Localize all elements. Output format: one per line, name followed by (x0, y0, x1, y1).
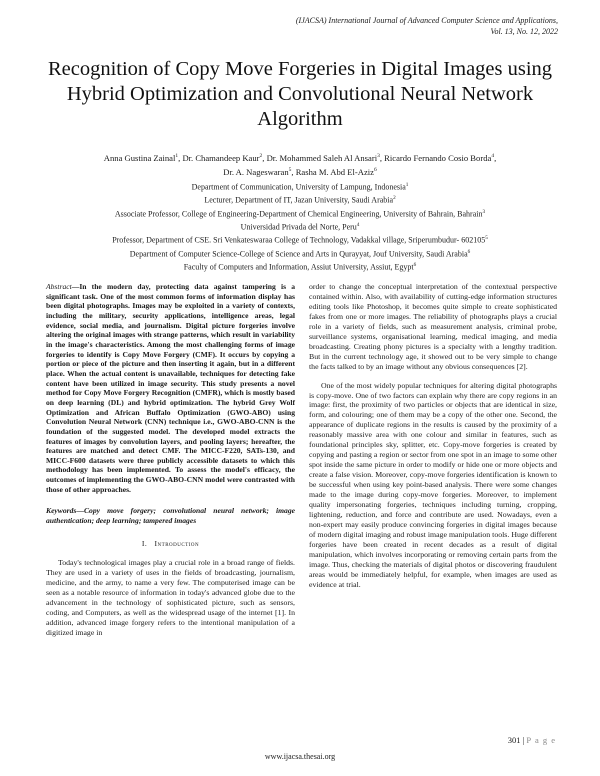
right-column (309, 282, 557, 590)
keywords-text: Copy move forgery; convolutional neural network; image authentication; deep learning; tampered images (46, 506, 295, 526)
author: Rasha M. Abd El-Aziz$^6$ (295, 167, 377, 178)
affiliation: Lecturer, Department of IT, Jazan University, Saudi Arabia$^2$ (204, 195, 396, 206)
journal-name: (IJACSA) International Journal of Advanced Computer Science and Applications, (295, 16, 558, 25)
affiliation: Department of Computer Science-College of Science and Arts in Qurayyat, Jouf University, Saudi Arabia$^6$ (129, 248, 471, 259)
intro-paragraph: Today's technological images play a crucial role in a broad range of fields. They are used in a variety of uses in the fields of broadcasting, journalism, medicine, and the army, to name a very few. The computerised image can be seen as a notable resource of information in today's advanced globe due to the advancement in the technology of sophisticated picture, such as sensors, coding, and Computers, as well as the widespread usage of the internet [1]. In addition, advanced image forgery refers to the intentional manipulation of a digitized image in (46, 558, 295, 637)
section-heading-introduction: I. Introduction (141, 538, 200, 548)
author: Dr. A. Nageswaran$^5$, (223, 167, 296, 178)
affiliation: Professor, Department of CSE. Sri Venkateswaraa College of Technology, Vadakkal village, Sriperumbudur- 602105$^5$ (112, 235, 488, 246)
left-column (46, 282, 295, 638)
intro-paragraph-continued: order to change the conceptual interpretation of the contextual perspective contained within. Also, with availability of cutting-edge information structures editing tools like Photoshop, it becomes quite simple to create sophisticated fakes from one or more images. The reliability of photographs plays a crucial role in a variety of fields, such as measurement analysis, criminal probe, surveillance systems, organisational learning, medical imaging, and media broadcasting. Creating phony pictures is a specialty with a lengthy tradition. But in the current technology age, it showed out to be very simple to change the facts talked to by an image without any obvious consequences [2]. (309, 282, 557, 371)
author: Dr. Mohammed Saleh Al Ansari$^3$, (266, 152, 385, 163)
intro-paragraph: One of the most widely popular techniques for altering digital photographs is copy-move. One of two factors can explain why there are copy regions in an image: first, the proximity of two particles or objects that are identical in size, form, and colouring; one of them may be a copy of the other one. Second, the appearance of duplicate regions in the results is caused by the proximity of a reasonably massive area with one colour and similar in features, such as foundational principles sky, splitter, etc. Copy-move forgeries is created by copying and pasting a region or sector from one spot in an image to some other spot inside the same picture in order to modify or hide one or more objects and create a false vision. Moreover, copy-move forgeries identification is known to be successful when using key point-based analysis. There were some changes made to the image during copy-move forgeries. Moreover, to implement quality impersonating forgeries, techniques including turning, cropping, lightening, reduction, and force and contribute are used. Nowadays, even a non-expert may easily produce convincing forgeries in digital images because of modern digital imaging and robust image manipulation tools. Huge different forgeries have been created in recent decades as a result of digital manipulation, which involves incorporating or removing certain parts from the image. Thus, checking the materials of digital photos or discovering fraudulent areas would be immediately helpful, for example, when images are used as evidence at trial. (309, 380, 557, 589)
keywords: Keywords—Copy move forgery; convolutional neural network; image authentication; deep learning; tampered images (46, 506, 295, 526)
author-list (38, 150, 562, 179)
page-number: 301 | P a g e (507, 735, 556, 745)
footer-url: www.ijacsa.thesai.org (264, 752, 336, 761)
affiliation: Universidad Privada del Norte, Peru$^4$ (240, 222, 360, 232)
abstract-label: Abstract (46, 282, 72, 291)
running-head (228, 16, 558, 37)
journal-volume: Vol. 13, No. 12, 2022 (490, 26, 558, 36)
author: Anna Gustina Zainal$^1$, (103, 152, 183, 163)
author: Dr. Chamandeep Kaur$^2$, (182, 152, 267, 163)
abstract: Abstract—In the modern day, protecting data against tampering is a significant task. One of the most common forms of information display has been digital photographs. Images may be exploited in a variety of contexts, including the military, security applications, intelligence areas, legal evidence, social media, and journalism. Digital picture forgeries involve altering the original images with strange patterns, which result in variability in the image's characteristics. Among the most challenging forms of image forgeries to identify is Copy Move Forgery (CMF). It occurs by copying a portion or piece of the picture and then inserting it again, but in a different place. When the actual content is unavailable, techniques for detecting fake content have been utilized in image security. This study presents a novel method for Copy Move Forgery Recognition (CMFR), which is mostly based on deep learning (DL) and hybrid optimization. The hybrid Grey Wolf Optimization and African Buffalo Optimization (GWO-ABO) using Convolution Neural Network (CNN) technique i.e., GWO-ABO-CNN is the foundation of the suggested model. The developed model extracts the features of images by convolution layers, and pooling layers; hereafter, the features are matched and detect CMF. The MICC-F220, SATs-130, and MICC-F600 datasets were three publicly accessible datasets to which this methodology has been implemented. To assess the model's efficacy, the outcomes of implementing the GWO-ABO-CNN model were contrasted with those of other approaches. (46, 282, 295, 494)
paper-title: Recognition of Copy Move Forgeries in Digital Images using Hybrid Optimization and Convolutional Neural Network Algorithm (47, 58, 553, 130)
affiliation: Associate Professor, College of Engineering-Department of Chemical Engineering, University of Bahrain, Bahrain$^3$ (114, 208, 486, 219)
author: Ricardo Fernando Cosio Borda$^4$, (384, 152, 497, 163)
affiliation-list (38, 180, 562, 274)
affiliation: Department of Communication, University of Lampung, Indonesia$^1$ (191, 182, 409, 192)
keywords-label: Keywords (46, 506, 77, 516)
abstract-text: In the modern day, protecting data against tampering is a significant task. One of the most common forms of information display has been digital photographs. Images may be exploited in a variety of contexts, including the military, security applications, intelligence areas, legal evidence, social media, and journalism. Digital picture forgeries involve altering the original images with strange patterns, which result in variability in the image's characteristics. Among the most challenging forms of image forgeries to identify is Copy Move Forgery (CMF). It occurs by copying a portion or piece of the picture and then inserting it again, but in a different place. When the actual content is unavailable, techniques for detecting fake content have been utilized in image security. This study presents a novel method for Copy Move Forgery Recognition (CMFR), which is mostly based on deep learning (DL) and hybrid optimization. The hybrid Grey Wolf Optimization and African Buffalo Optimization (GWO-ABO) using Convolution Neural Network (CNN) technique i.e., GWO-ABO-CNN is the foundation of the suggested model. The developed model extracts the features of images by convolution layers, and pooling layers; hereafter, the features are matched and detect CMF. The MICC-F220, SATs-130, and MICC-F600 datasets were three publicly accessible datasets to which this methodology has been implemented. To assess the model's efficacy, the outcomes of implementing the GWO-ABO-CNN model were contrasted with those of other approaches. (46, 282, 295, 494)
affiliation: Faculty of Computers and Information, Assiut University, Assiut, Egypt$^6$ (183, 262, 417, 272)
